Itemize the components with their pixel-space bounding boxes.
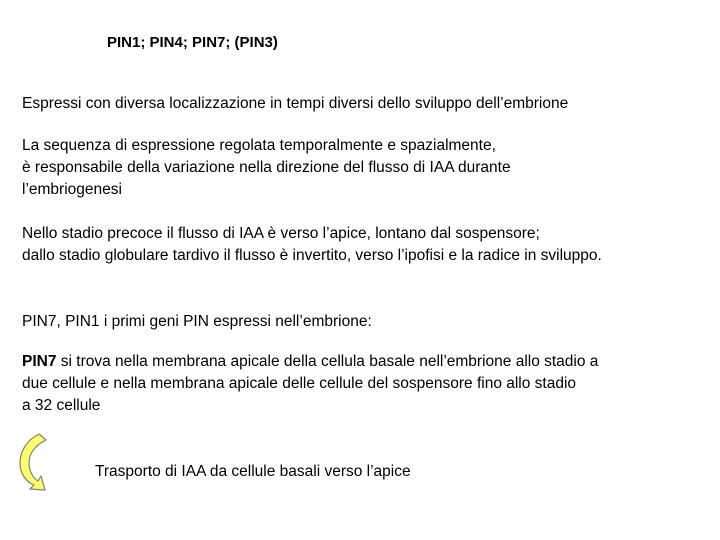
sequence-line: La sequenza di espressione regolata temporalmente e spazialmente, — [22, 137, 496, 154]
transport-label: Trasporto di IAA da cellule basali verso l’apice — [95, 463, 411, 480]
pin7-line: due cellule e nella membrana apicale delle cellule del sospensore fino allo stadio — [22, 375, 577, 392]
slide-title: PIN1; PIN4; PIN7; (PIN3) — [107, 34, 278, 51]
sequence-line: l’embriogenesi — [22, 181, 122, 198]
first-genes-paragraph — [22, 311, 372, 333]
early-stage-line: dallo stadio globulare tardivo il flusso è invertito, verso l’ipofisi e la radice in sviluppo. — [22, 247, 602, 264]
pin7-text: si trova nella membrana apicale della cellula basale nell’embrione allo stadio a — [56, 353, 599, 370]
sequence-line: è responsabile della variazione nella direzione del flusso di IAA durante — [22, 159, 511, 176]
expression-paragraph — [22, 93, 568, 115]
curved-arrow-icon — [14, 432, 48, 492]
pin7-line — [22, 351, 598, 373]
pin7-term: PIN7 — [22, 353, 57, 370]
pin7-line: a 32 cellule — [22, 397, 101, 414]
expression-text: Espressi con diversa localizzazione in tempi diversi dello sviluppo dell’embrione — [22, 95, 569, 112]
early-stage-paragraph — [22, 223, 602, 267]
early-stage-line: Nello stadio precoce il flusso di IAA è verso l’apice, lontano dal sospensore; — [22, 225, 540, 242]
first-genes-text: PIN7, PIN1 i primi geni PIN espressi nell’embrione: — [22, 313, 372, 330]
pin7-paragraph — [22, 351, 598, 417]
sequence-paragraph — [22, 135, 511, 201]
